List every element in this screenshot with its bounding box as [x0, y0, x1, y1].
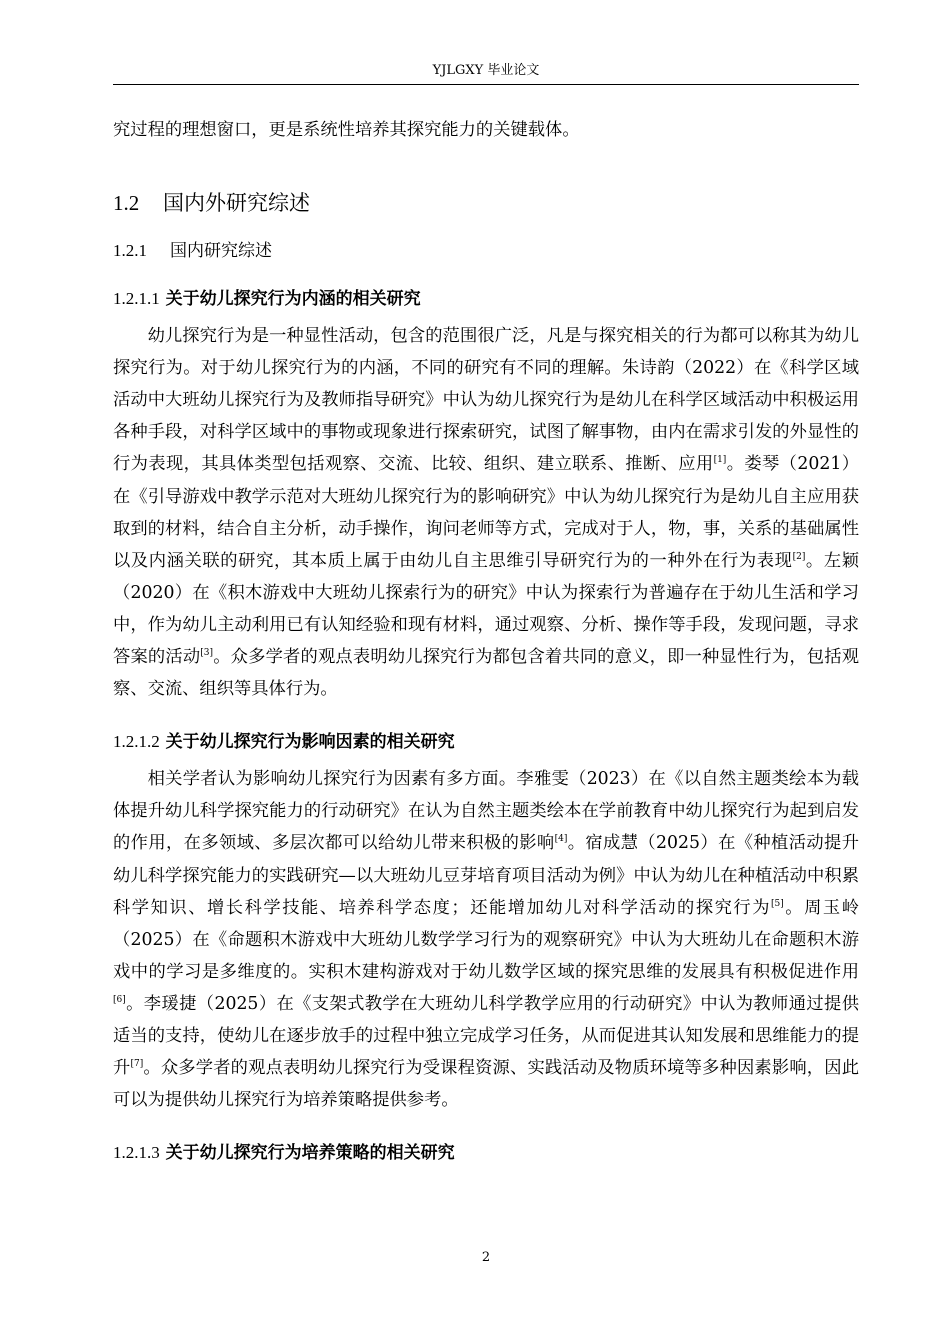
- continuation-paragraph: 究过程的理想窗口，更是系统性培养其探究能力的关键载体。: [113, 120, 580, 140]
- subsubsection-number: 1.2.1.3: [113, 1143, 160, 1163]
- subsubsection-number: 1.2.1.1: [113, 289, 160, 309]
- subsection-heading-1-2-1: [113, 238, 859, 264]
- subsubsection-title: 关于幼儿探究行为培养策略的相关研究: [165, 1143, 455, 1164]
- subsubsection-heading-1-2-1-3: [113, 1140, 859, 1166]
- paragraph-text: 相关学者认为影响幼儿探究行为因素有多方面。李雅雯（2023）在《以自然主题类绘本为载体提升幼儿科学探究能力的行动研究》在认为自然主题类绘本在学前教育中幼儿探究行为起到启发的作用，在多领域、多层次都可以给幼儿带来积极的影响: [113, 769, 859, 854]
- paragraph-text: 。宿成慧（2025）在《种植活动提升幼儿科学探究能力的实践研究—以大班幼儿豆芽培育项目活动为例》中认为幼儿在种植活动中积累科学知识、增长科学技能、培养科学态度；还能增加幼儿对科学活动的探究行为: [113, 833, 859, 918]
- citation-2: [2]: [792, 551, 806, 562]
- paragraph-connotation: [113, 320, 859, 705]
- subsubsection-title: 关于幼儿探究行为影响因素的相关研究: [165, 732, 455, 753]
- subsection-number: 1.2.1: [113, 241, 147, 261]
- subsubsection-title: 关于幼儿探究行为内涵的相关研究: [165, 289, 421, 310]
- citation-6: [6]: [113, 994, 126, 1005]
- paragraph-text: 。娄琴（2021）在《引导游戏中教学示范对大班幼儿探究行为的影响研究》中认为幼儿探究行为是幼儿自主应用获取到的材料，结合自主分析，动手操作，询问老师等方式，完成对于人，物，事，关系的基础属性以及内涵关联的研究，其本质上属于由幼儿自主思维引导研究行为的一种外在行为表现: [113, 454, 859, 571]
- section-number: 1.2: [113, 191, 140, 216]
- subsection-title: 国内研究综述: [170, 241, 272, 262]
- page-header: YJLGXY 毕业论文: [432, 63, 540, 78]
- section-title: 国内外研究综述: [163, 191, 310, 216]
- citation-4: [4]: [554, 834, 568, 845]
- section-heading-1-2: [113, 188, 859, 218]
- paragraph-text: 。左颖（2020）在《积木游戏中大班幼儿探索行为的研究》中认为探索行为普遍存在于幼儿生活和学习中，作为幼儿主动利用已有认知经验和现有材料，通过观察、分析、操作等手段，发现问题，寻求答案的活动: [113, 550, 859, 668]
- paragraph-text: 。众多学者的观点表明幼儿探究行为受课程资源、实践活动及物质环境等多种因素影响，因此可以为提供幼儿探究行为培养策略提供参考。: [113, 1058, 859, 1111]
- paragraph-text: 幼儿探究行为是一种显性活动，包含的范围很广泛，凡是与探究相关的行为都可以称其为幼儿探究行为。对于幼儿探究行为的内涵，不同的研究有不同的理解。朱诗韵（2022）在《科学区域活动中大班幼儿探究行为及教师指导研究》中认为幼儿探究行为是幼儿在科学区域活动中积极运用各种手段，对科学区域中的事物或现象进行探索研究，试图了解事物，由内在需求引发的外显性的行为表现，其具体类型包括观察、交流、比较、组织、建立联系、推断、应用: [113, 326, 859, 475]
- citation-5: [5]: [771, 898, 784, 909]
- page-body: [113, 114, 859, 1174]
- subsubsection-heading-1-2-1-2: [113, 729, 859, 755]
- paragraph-text: 。李瑗捷（2025）在《支架式教学在大班幼儿科学教学应用的行动研究》中认为教师通过提供适当的支持，使幼儿在逐步放手的过程中独立完成学习任务，从而促进其认知发展和思维能力的提升: [113, 993, 859, 1079]
- citation-3: [3]: [200, 648, 214, 659]
- subsubsection-number: 1.2.1.2: [113, 732, 160, 752]
- citation-7: [7]: [130, 1059, 144, 1070]
- paragraph-text: 。周玉岭（2025）在《命题积木游戏中大班幼儿数学学习行为的观察研究》中认为大班幼儿在命题积木游戏中的学习是多维度的。实积木建构游戏对于幼儿数学区域的探究思维的发展具有积极促进作用: [113, 897, 859, 982]
- header-rule: [113, 84, 859, 85]
- subsubsection-heading-1-2-1-1: [113, 286, 859, 312]
- paragraph-text: 。众多学者的观点表明幼儿探究行为都包含着共同的意义，即一种显性行为，包括观察、交流、组织等具体行为。: [113, 647, 859, 700]
- page-number: 2: [481, 1250, 491, 1265]
- paragraph-influencing-factors: [113, 763, 859, 1116]
- citation-1: [1]: [713, 455, 727, 466]
